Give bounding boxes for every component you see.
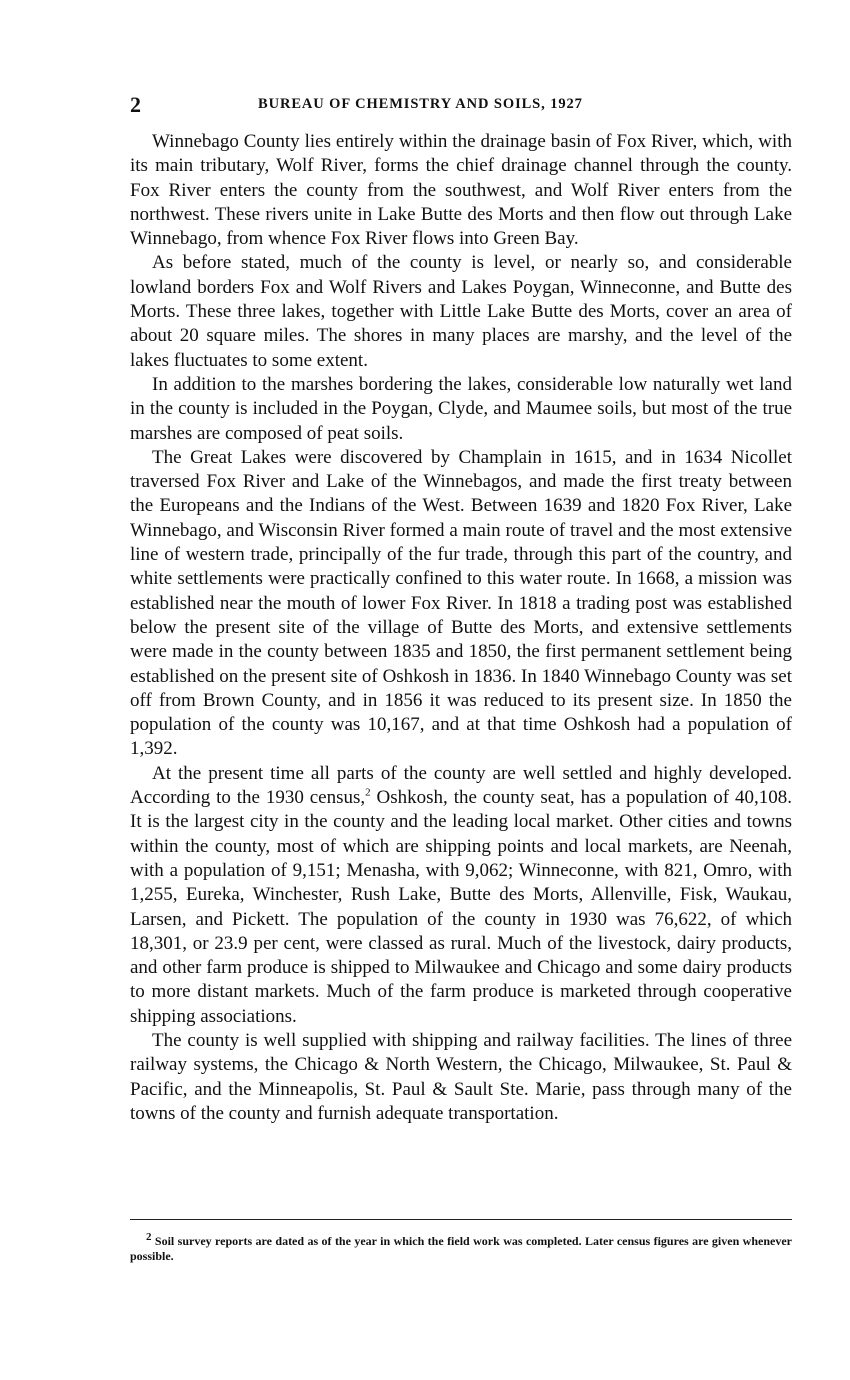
paragraph-lowland-lakes: As before stated, much of the county is level, or nearly so, and considerable lowland borders Fox and Wolf Rivers and Lakes Poygan, Winneconne, and Butte des Morts. These three lakes, together with Little Lake Butte des Morts, cover an area of about 20 square miles. The shores in many places are marshy, and the level of the lakes fluctuates to some extent. bbox=[130, 252, 792, 371]
page-header bbox=[130, 92, 792, 116]
paragraph-population bbox=[130, 762, 792, 1029]
paragraph-railways: The county is well supplied with shipping and railway facilities. The lines of three railway systems, the Chicago & North Western, the Chicago, Milwaukee, St. Paul & Pacific, and the Minneapolis, St. Paul & Sault Ste. Marie, pass through many of the towns of the county and furnish adequate transportation. bbox=[130, 1029, 792, 1124]
paragraph-history: The Great Lakes were discovered by Champlain in 1615, and in 1634 Nicollet traversed Fox River and Lake of the Winnebagos, and made the first treaty between the Europeans and the Indians of the West. Between 1639 and 1820 Fox River, Lake Winnebago, and Wisconsin River formed a main route of travel and the most extensive line of western trade, principally of the fur trade, through this part of the country, and white settlements were practically confined to this water route. In 1668, a mission was established near the mouth of lower Fox River. In 1818 a trading post was established below the present site of the village of Butte des Morts, and extensive settlements were made in the county between 1835 and 1850, the first permanent settlement being established on the present site of Oshkosh in 1836. In 1840 Winnebago County was set off from Brown County, and in 1856 it was reduced to its present size. In 1850 the population of the county was 10,167, and at that time Oshkosh had a population of 1,392. bbox=[130, 446, 792, 760]
footnote-marker: 2 bbox=[146, 1231, 152, 1243]
running-head: BUREAU OF CHEMISTRY AND SOILS, 1927 bbox=[258, 96, 583, 112]
footnote-text: Soil survey reports are dated as of the year in which the field work was completed. Later census figures are given whenever possible. bbox=[130, 1234, 792, 1263]
footnote-2 bbox=[130, 1231, 792, 1264]
footnotes bbox=[130, 1231, 792, 1264]
population-text-start: At the present time all parts of the county are well settled and highly developed. According to the 1930 census, bbox=[130, 762, 792, 809]
body-text bbox=[130, 130, 792, 1126]
paragraph-marshes: In addition to the marshes bordering the lakes, considerable low naturally wet land in the county is included in the Poygan, Clyde, and Maumee soils, but most of the true marshes are composed of peat soils. bbox=[130, 373, 792, 444]
footnote-rule bbox=[130, 1219, 792, 1220]
footnote-reference: 2 bbox=[365, 786, 371, 799]
population-text-end: Oshkosh, the county seat, has a population of 40,108. It is the largest city in the county and the leading local market. Other cities and towns within the county, most of which are shipping points and local markets, are Neenah, with a population of 9,151; Menasha, with 9,062; Winneconne, with 821, Omro, with 1,255, Eureka, Winchester, Rush Lake, Butte des Morts, Allenville, Fisk, Waukau, Larsen, and Pickett. The population of the county in 1930 was 76,622, of which 18,301, or 23.9 per cent, were classed as rural. Much of the livestock, dairy products, and other farm produce is shipped to Milwaukee and Chicago and some dairy products to more distant markets. Much of the farm produce is marketed through cooperative shipping associations. bbox=[130, 787, 792, 1027]
page-number: 2 bbox=[130, 92, 141, 117]
paragraph-drainage: Winnebago County lies entirely within the drainage basin of Fox River, which, with its main tributary, Wolf River, forms the chief drainage channel through the county. Fox River enters the county from the southwest, and Wolf River enters from the northwest. These rivers unite in Lake Butte des Morts and then flow out through Lake Winnebago, from whence Fox River flows into Green Bay. bbox=[130, 131, 792, 250]
